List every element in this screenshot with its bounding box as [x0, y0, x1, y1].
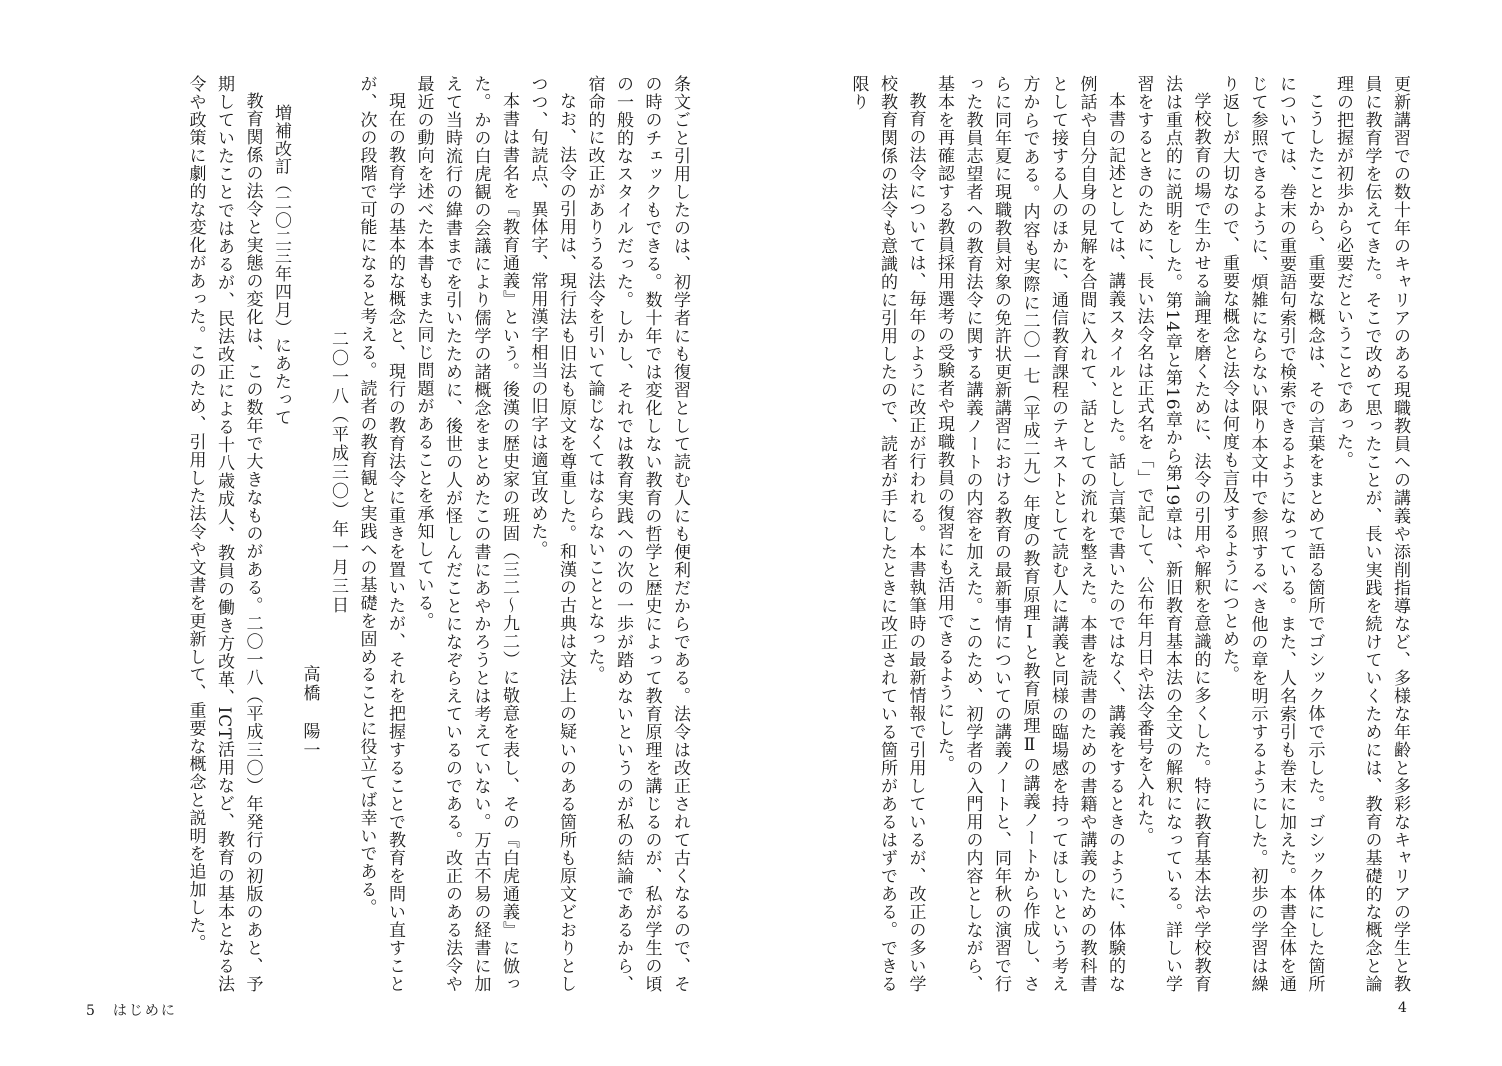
- left-page-body: [94, 75, 694, 993]
- addendum-title: 増補改訂（二〇二三年四月）にあたって: [271, 103, 291, 426]
- preface-author-line: [295, 75, 324, 993]
- left-page-number: 5: [86, 1003, 95, 1019]
- left-paragraph-4: 現在の教育学の基本的な概念と、現行の教育法令に重きを置いたが、それを把握することで教育を問い直すことが、次の段階で可能になると考える。読者の教育観と実践への基礎を固めることに役立てば幸いである。: [356, 75, 405, 993]
- right-page-footer: [1398, 1000, 1407, 1016]
- running-head: はじめに: [112, 1003, 177, 1019]
- right-paragraph-1: 更新講習での数十年のキャリアのある現職教員への講義や添削指導など、多様な年齢と多彩なキャリアの学生と教員に教育学を伝えてきた。そこで改めて思ったことが、長い実践を続けていくためには、教育の基礎的な概念と論理の把握が初歩から必要だということであった。: [1333, 75, 1410, 993]
- right-page-number: 4: [1398, 1000, 1407, 1016]
- right-paragraph-3: 学校教育の場で生かせる論理を磨くために、法令の引用や解釈を意識的に多くした。特に教育基本法や学校教育法は重点的に説明をした。第14章と第16章から第19章は、新旧教育基本法の全文の解釈になっている。詳しい学習をするときのために、長い法令名は正式名を「」で記して、公布年月日や法令番号を入れた。: [1133, 75, 1211, 993]
- preface-date: 二〇一八（平成三〇）年一月三日: [328, 330, 348, 615]
- right-paragraph-2: こうしたことから、重要な概念は、その言葉をまとめて語る箇所でゴシック体で示した。ゴシック体にした箇所については、巻末の重要語句索引で検索できるようになっている。また、人名索引も巻末に加えた。本書全体を通じて参照できるように、煩雑にならない限り本文中で参照するべき他の章を明示するようにした。初歩の学習は繰り返しが大切なので、重要な概念と法令は何度も言及するようにつとめた。: [1219, 75, 1325, 993]
- addendum-text: 教育関係の法令と実態の変化は、この数年で大きなものがある。二〇一八（平成三〇）年発行の初版のあと、予期していたことではあるが、民法改正による十八歳成人、教員の働き方改革、ICT活用など、教育の基本となる法令や政策に劇的な変化があった。このため、引用した法令や文書を更新して、重要な概念と説明を追加した。: [185, 75, 263, 993]
- right-paragraph-4: 本書の記述としては、講義スタイルとした。話し言葉で書いたのではなく、講義をするときのように、体験的な例話や自分自身の見解を合間に入れて、話としての流れを整えた。本書を読書のための書籍や講義のための教科書として接する人のほかに、通信教育課程のテキストとして読む人に講義と同様の臨場感を持ってほしいという考え方からである。内容も実際に二〇一七（平成二九）年度の教育原理Ⅰと教育原理Ⅱの講義ノートから作成し、さらに同年夏に現職教員対象の免許状更新講習における教育の最新事情についての講義ノートと、同年秋の演習で行った教員志望者への教育法令に関する講義ノートの内容を加えた。このため、初学者の入門用の内容としながら、基本を再確認する教員採用選考の受験者や現職教員の復習にも活用できるようにした。: [934, 75, 1125, 993]
- right-page-body: [849, 75, 1414, 993]
- author-name: 高橋 陽一: [299, 665, 320, 760]
- left-paragraph-2: なお、法令の引用は、現行法も旧法も原文を尊重した。和漢の古典は文法上の疑いのある箇所も原文どおりとしつつ、句読点、異体字、常用漢字相当の旧字は適宜改めた。: [527, 75, 576, 993]
- left-page-footer: [86, 1000, 177, 1020]
- left-paragraph-1: 条文ごと引用したのは、初学者にも復習として読む人にも便利だからである。法令は改正されて古くなるので、その時のチェックもできる。数十年では変化しない教育の哲学と歴史によって教育原理を講じるのが、私が学生の頃の一般的なスタイルだった。しかし、それでは教育実践への次の一歩が踏めないというのが私の結論であるから、宿命的に改正がありうる法令を引いて論じなくてはならないこととなった。: [584, 75, 690, 993]
- left-paragraph-3: 本書は書名を『教育通義』という。後漢の歴史家の班固（三二〜九二）に敬意を表し、その『白虎通義』に倣った。かの白虎観の会議により儒学の諸概念をまとめたこの書にあやかろうとは考えていない。万古不易の経書に加えて当時流行の緯書までを引いたために、後世の人が怪しんだことになぞらえているのである。改正のある法令や最近の動向を述べた本書もまた同じ問題があることを承知している。: [413, 75, 519, 993]
- right-paragraph-5: 教育の法令については、毎年のように改正が行われる。本書執筆時の最新情報で引用しているが、改正の多い学校教育関係の法令も意識的に引用したので、読者が手にしたときに改正されている箇所があるはずである。できる限り: [849, 75, 926, 993]
